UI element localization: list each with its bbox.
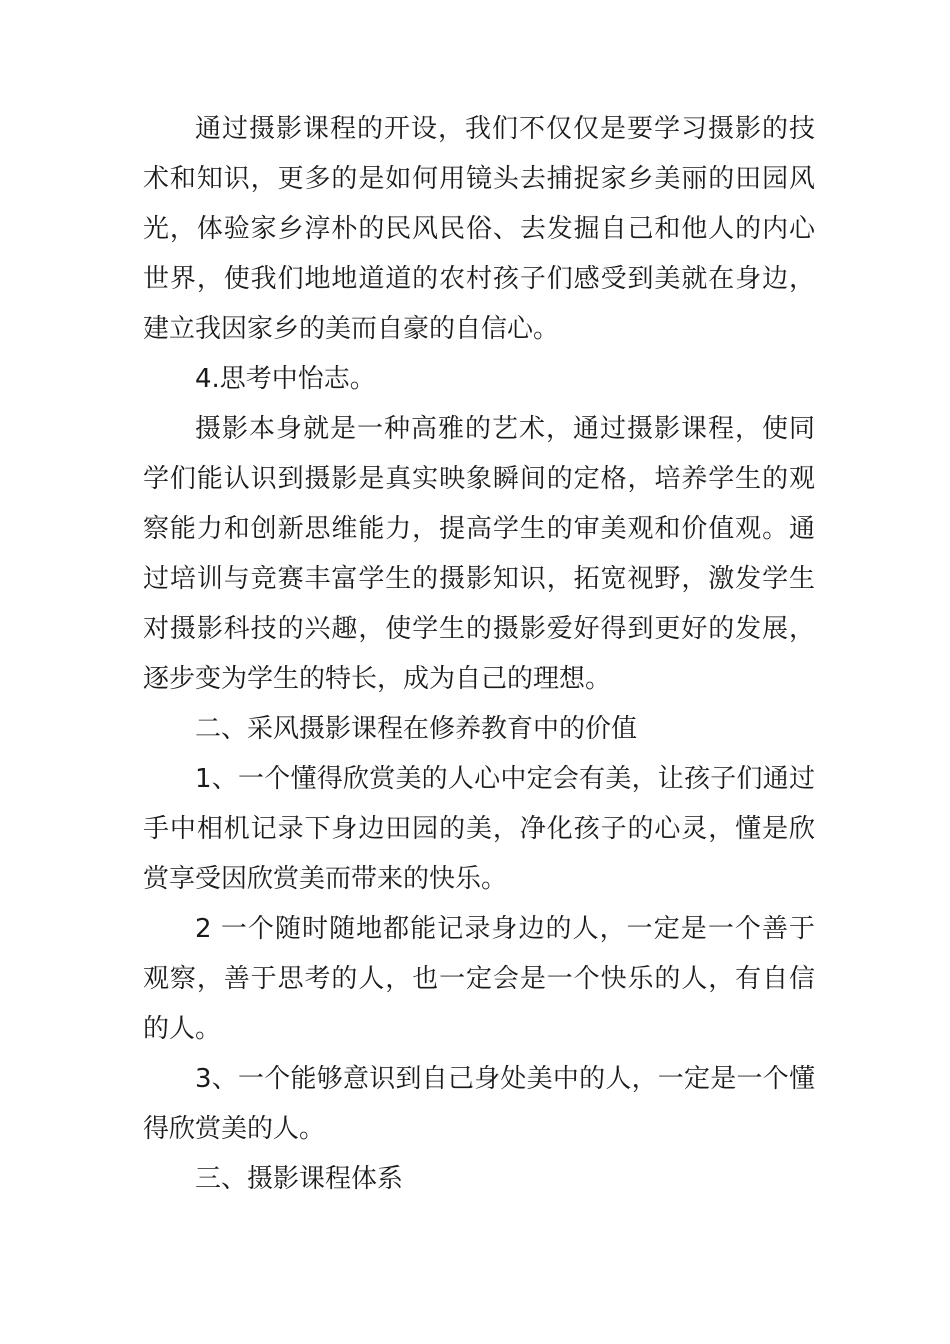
document-body: [143, 104, 815, 1204]
paragraph-point-three: 3、一个能够意识到自己身处美中的人，一定是一个懂得欣赏美的人。: [143, 1064, 815, 1144]
heading-think-and-inspire: 4.思考中怡志。: [195, 364, 376, 394]
heading-section-three: 三、摄影课程体系: [195, 1164, 404, 1194]
heading-section-two: 二、采风摄影课程在修养教育中的价值: [195, 714, 638, 744]
paragraph-point-one: 1、一个懂得欣赏美的人心中定会有美，让孩子们通过手中相机记录下身边田园的美，净化孩子的心灵，懂是欣赏享受因欣赏美而带来的快乐。: [143, 764, 815, 894]
paragraph-point-two: 2 一个随时随地都能记录身边的人，一定是一个善于观察，善于思考的人，也一定会是一个快乐的人，有自信的人。: [143, 914, 815, 1044]
paragraph-photography-as-art: 摄影本身就是一种高雅的艺术，通过摄影课程，使同学们能认识到摄影是真实映象瞬间的定格，培养学生的观察能力和创新思维能力，提高学生的审美观和价值观。通过培训与竞赛丰富学生的摄影知识，拓宽视野，激发学生对摄影科技的兴趣，使学生的摄影爱好得到更好的发展，逐步变为学生的特长，成为自己的理想。: [143, 414, 815, 694]
paragraph-photography-course-purpose: 通过摄影课程的开设，我们不仅仅是要学习摄影的技术和知识，更多的是如何用镜头去捕捉家乡美丽的田园风光，体验家乡淳朴的民风民俗、去发掘自己和他人的内心世界，使我们地地道道的农村孩子们感受到美就在身边，建立我因家乡的美而自豪的自信心。: [143, 114, 815, 344]
